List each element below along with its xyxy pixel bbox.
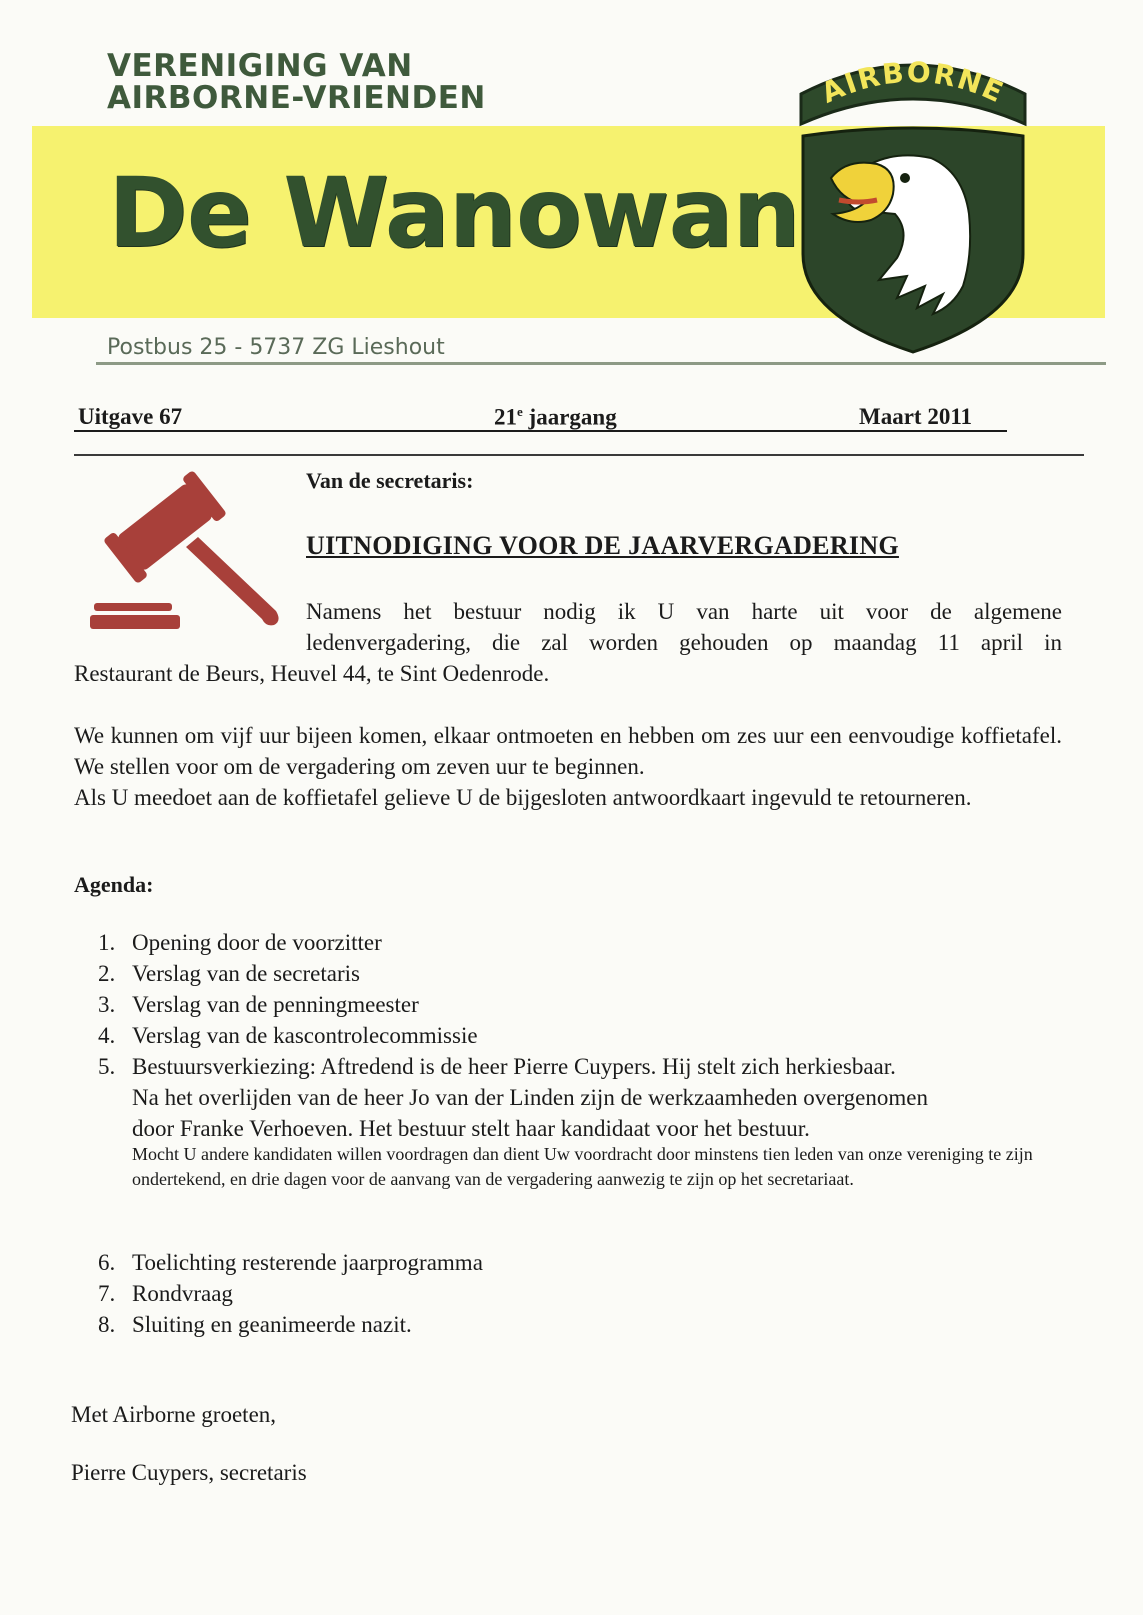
volume-suffix: e	[517, 404, 523, 419]
closing-greeting: Met Airborne groeten,	[71, 1402, 277, 1427]
organization-name	[107, 50, 486, 114]
volume-number: 21	[494, 404, 517, 430]
reply-paragraph: Als U meedoet aan de koffietafel gelieve U de bijgesloten antwoordkaart ingevuld te retourneren.	[74, 785, 972, 810]
issue-underline	[74, 430, 1007, 432]
issue-number: Uitgave 67	[78, 404, 183, 429]
agenda-item: 4. Verslag van de kascontrolecommissie	[98, 1023, 478, 1048]
agenda-item: 5. Bestuursverkiezing: Aftredend is de heer Pierre Cuypers. Hij stelt zich herkiesbaar.	[98, 1054, 896, 1079]
agenda-item-5-line-2: Na het overlijden van de heer Jo van der Linden zijn de werkzaamheden overgenomen	[132, 1085, 928, 1110]
org-line-2: AIRBORNE-VRIENDEN	[107, 80, 486, 116]
issue-divider	[74, 454, 1084, 456]
airborne-eagle-emblem-icon	[793, 54, 1033, 354]
intro-line-1: Namens het bestuur nodig ik U van harte uit voor de algemene	[306, 599, 1062, 624]
agenda-item: 2. Verslag van de secretaris	[98, 961, 360, 986]
org-line-1: VERENIGING VAN	[107, 48, 413, 84]
section-from: Van de secretaris:	[306, 468, 474, 493]
agenda-item-5-line-3: door Franke Verhoeven. Het bestuur stelt haar kandidaat voor het bestuur.	[132, 1116, 810, 1141]
gavel-icon	[90, 465, 290, 640]
intro-line-3: Restaurant de Beurs, Heuvel 44, te Sint Oedenrode.	[74, 661, 550, 686]
svg-text:AIRBORNE	[816, 56, 1009, 110]
issue-date: Maart 2011	[859, 404, 973, 429]
volume-year	[494, 404, 617, 431]
article-heading: UITNODIGING VOOR DE JAARVERGADERING	[306, 531, 899, 560]
agenda-item: 6. Toelichting resterende jaarprogramma	[98, 1250, 483, 1275]
masthead-divider	[96, 362, 1106, 365]
agenda-item: 1. Opening door de voorzitter	[98, 930, 382, 955]
agenda-item: 8. Sluiting en geanimeerde nazit.	[98, 1312, 412, 1337]
agenda-item-5-note: Mocht U andere kandidaten willen voordragen dan dient Uw voordracht door minstens tien leden van onze vereniging te zijn ondertekend, en drie dagen voor de aanvang van de vergadering aanwezig te zijn op het secretariaat.	[132, 1144, 1033, 1189]
postal-address: Postbus 25 - 5737 ZG Lieshout	[107, 335, 445, 360]
intro-paragraph	[306, 596, 1062, 658]
agenda-item: 7. Rondvraag	[98, 1281, 233, 1306]
intro-line-2: ledenvergadering, die zal worden gehouden op maandag 11 april in	[306, 630, 1062, 655]
agenda-title: Agenda:	[74, 872, 154, 897]
agenda-item: 3. Verslag van de penningmeester	[98, 992, 419, 1017]
newsletter-title: De Wanowan	[108, 157, 800, 269]
volume-word: jaargang	[522, 404, 617, 430]
schedule-paragraph: We kunnen om vijf uur bijeen komen, elkaar ontmoeten en hebben om zes uur een eenvoudige koffietafel. We stellen voor om de vergadering om zeven uur te beginnen.	[74, 723, 1062, 779]
emblem-tab-text: AIRBORNE	[816, 55, 1010, 110]
signature: Pierre Cuypers, secretaris	[71, 1460, 307, 1485]
